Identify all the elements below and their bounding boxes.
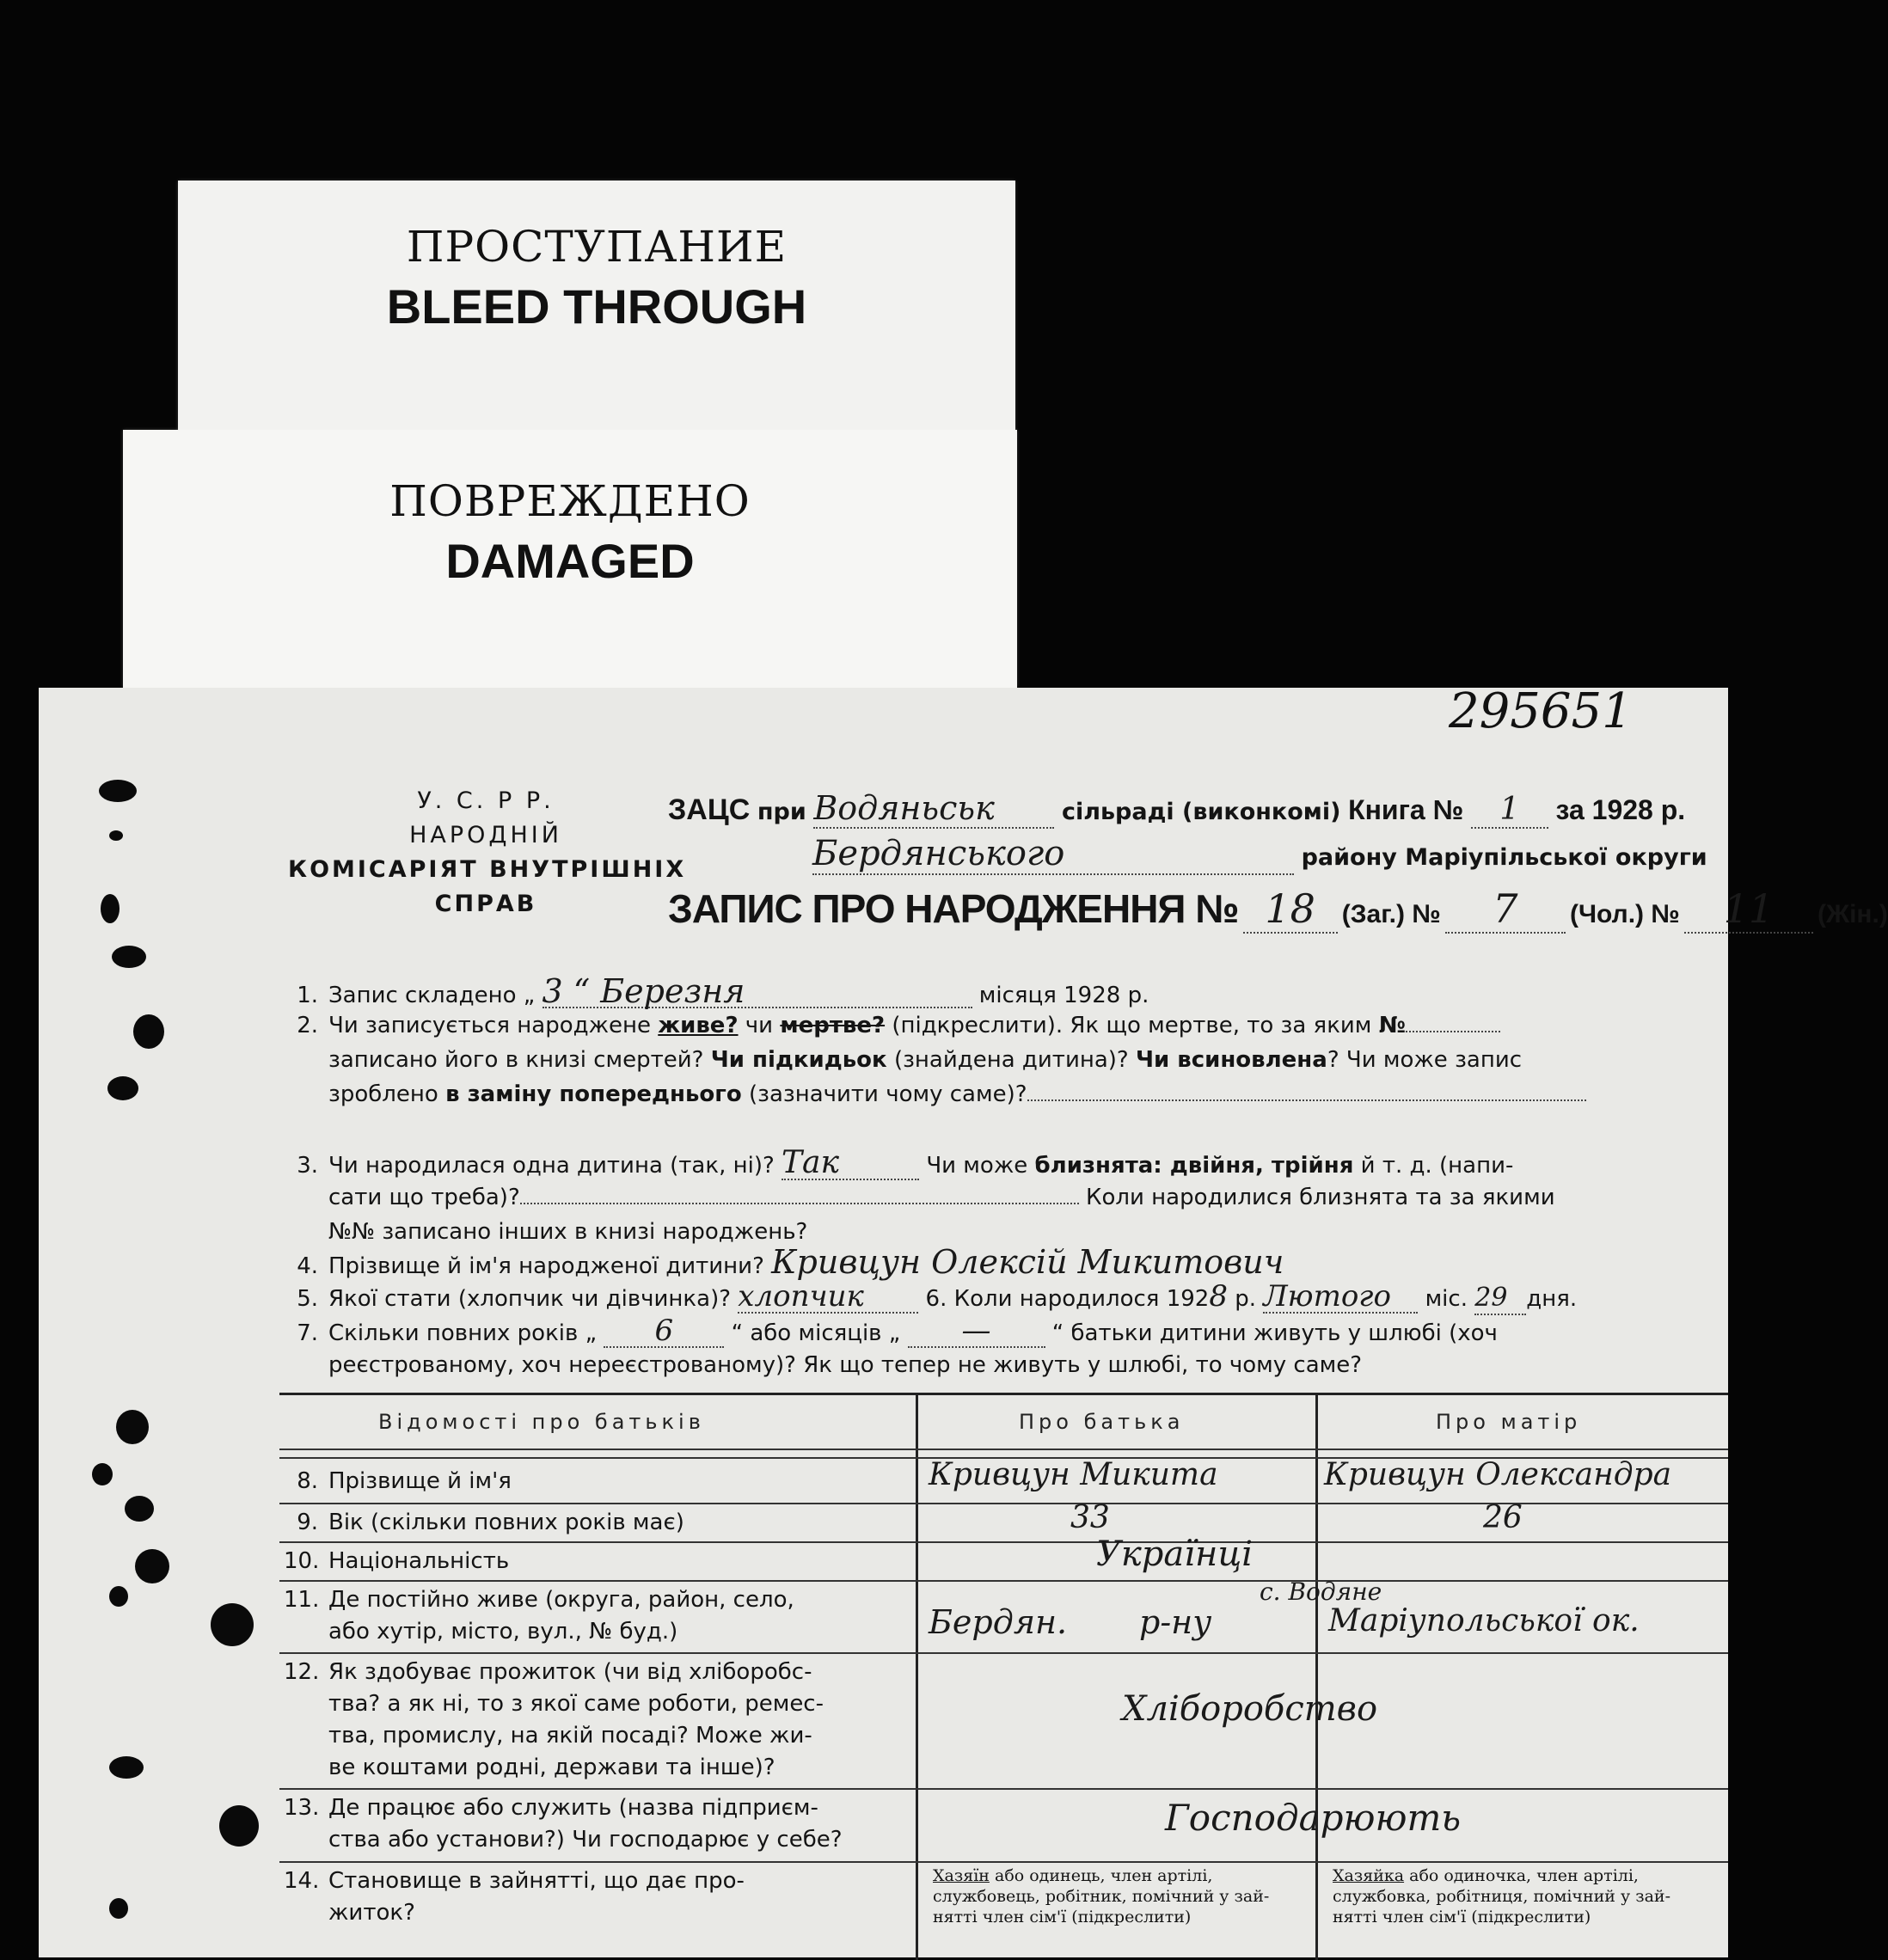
q6-label: 6. Коли народилося 192 bbox=[925, 1286, 1210, 1312]
zhin-label: (Жін.) bbox=[1817, 900, 1888, 928]
pri-label: при bbox=[757, 799, 806, 825]
punch-hole bbox=[133, 1014, 164, 1049]
q2-dead: мертве? bbox=[780, 1013, 886, 1038]
q2-replacement: в заміну попереднього bbox=[445, 1081, 742, 1107]
question-2-line2 bbox=[328, 1044, 1522, 1075]
row-rule bbox=[279, 1541, 1728, 1543]
residence-village-handwritten: с. Водяне bbox=[1260, 1577, 1382, 1606]
damaged-en: DAMAGED bbox=[445, 534, 695, 588]
row-label: Як здобуває прожиток (чи від хліборобс- bbox=[328, 1659, 812, 1685]
zags-prefix: ЗАЦС bbox=[668, 793, 751, 826]
q2-l3-text-b: (зазначити чому саме)? bbox=[741, 1081, 1027, 1107]
mother-status-owner: Хазяйка bbox=[1333, 1866, 1405, 1885]
question-3-line2 bbox=[328, 1182, 1555, 1213]
q2-l2-text-c: ? Чи може запис bbox=[1327, 1047, 1523, 1073]
birth-record-form bbox=[39, 683, 1888, 1957]
district-handwritten: Бердянського bbox=[812, 834, 1294, 875]
damaged-ru: ПОВРЕЖДЕНО bbox=[389, 476, 751, 526]
record-male-handwritten: 7 bbox=[1445, 885, 1566, 934]
kniga-number-handwritten: 1 bbox=[1471, 792, 1548, 829]
father-status-options-3: нятті член сім'ї (підкреслити) bbox=[933, 1908, 1192, 1926]
q3-text-c: й т. д. (напи- bbox=[1353, 1153, 1514, 1179]
archive-stamp-number: 295651 bbox=[1449, 683, 1633, 739]
row-rule bbox=[279, 1580, 1728, 1582]
zag-label: (Заг.) № bbox=[1341, 900, 1441, 928]
workplace-handwritten: Господарюють bbox=[1165, 1797, 1462, 1839]
punch-hole bbox=[112, 946, 146, 968]
father-status-options: або одинець, член артілі, bbox=[989, 1866, 1213, 1885]
q1-label: Запис складено „ bbox=[328, 983, 536, 1008]
district-label: району Маріупільської округи bbox=[1301, 844, 1707, 871]
mother-age-handwritten: 26 bbox=[1483, 1500, 1523, 1535]
row-number: 9. bbox=[297, 1510, 318, 1535]
row-label-continued: ве коштами родні, держави та інше)? bbox=[328, 1755, 775, 1780]
table-top-rule bbox=[279, 1393, 1728, 1395]
q7-text-c: “ батьки дитини живуть у шлюбі (хоч bbox=[1051, 1320, 1498, 1346]
row-label: Національність bbox=[328, 1548, 510, 1574]
issuer-line2: НАРОДНІЙ bbox=[409, 822, 562, 848]
damaged-card bbox=[123, 430, 1017, 688]
table-row bbox=[284, 1792, 818, 1823]
q2-foundling: Чи підкидьок bbox=[710, 1047, 887, 1073]
table-col-divider-2 bbox=[1315, 1393, 1318, 1960]
record-total-handwritten: 18 bbox=[1243, 885, 1338, 934]
punch-hole bbox=[101, 894, 120, 923]
q3-handwritten: Так bbox=[782, 1148, 919, 1180]
q6-month-handwritten: Лютого bbox=[1263, 1281, 1418, 1314]
question-7-line1: 7. Скільки повних років „ 6 “ або місяців „ — “ батьки дитини живуть у шлюбі (хоч bbox=[297, 1314, 1498, 1348]
row-label-continued: ства або установи?) Чи господарює у себе? bbox=[328, 1827, 843, 1853]
punch-hole bbox=[211, 1603, 254, 1646]
q5-sex-handwritten: хлопчик bbox=[738, 1281, 918, 1314]
row-rule bbox=[279, 1652, 1728, 1654]
q3-l3-text: №№ записано інших в книзі народжень? bbox=[328, 1219, 808, 1245]
punch-hole bbox=[109, 1898, 128, 1919]
q3-text-b: Чи може bbox=[926, 1153, 1035, 1179]
header-line-zags bbox=[668, 789, 1685, 829]
q4-label: Прізвище й ім'я народженої дитини? bbox=[328, 1253, 764, 1279]
table-row bbox=[284, 1584, 794, 1615]
punch-hole bbox=[125, 1496, 154, 1522]
q7-months-handwritten: — bbox=[908, 1315, 1045, 1348]
q3-twins: близнята: двійня, трійня bbox=[1034, 1153, 1354, 1179]
kniga-label: Книга № bbox=[1348, 794, 1464, 825]
q2-l2-text-b: (знайдена дитина)? bbox=[886, 1047, 1136, 1073]
row-label-continued: житок? bbox=[328, 1900, 415, 1926]
issuer-block bbox=[288, 784, 687, 922]
row-number: 11. bbox=[284, 1587, 320, 1613]
row-label: Вік (скільки повних років має) bbox=[328, 1510, 684, 1535]
question-1: 1. Запис складено „ 3 “ Березня місяця 1928 р. bbox=[297, 972, 1149, 1010]
occupation-handwritten: Хліборобство bbox=[1122, 1689, 1378, 1729]
question-2-line3 bbox=[328, 1079, 1586, 1110]
question-5-6: 5. Якої стати (хлопчик чи дівчинка)? хлопчик 6. Коли народилося 1928 р. Лютого міс. 29 дня. bbox=[297, 1279, 1578, 1314]
question-3-line1: 3. Чи народилася одна дитина (так, ні)? Так Чи може близнята: двійня, трійня й т. д. (напи- bbox=[297, 1145, 1514, 1180]
issuer-line3: КОМІСАРІЯТ ВНУТРІШНІХ bbox=[288, 856, 687, 883]
year-label: за 1928 р. bbox=[1555, 794, 1686, 825]
nationality-handwritten: Українці bbox=[1096, 1534, 1254, 1574]
punch-hole bbox=[109, 1586, 128, 1607]
col-header-mother: Про матір bbox=[1436, 1410, 1582, 1434]
table-row bbox=[284, 1466, 512, 1497]
bleed-through-en: BLEED THROUGH bbox=[386, 279, 807, 334]
table-row bbox=[284, 1546, 509, 1577]
q5-label: Якої стати (хлопчик чи дівчинка)? bbox=[328, 1286, 732, 1312]
q2-alive: живе? bbox=[658, 1013, 739, 1038]
row-rule bbox=[279, 1788, 1728, 1790]
q2-adopted: Чи всиновлена bbox=[1135, 1047, 1327, 1073]
punch-hole bbox=[99, 780, 137, 802]
row-label: Становище в зайнятті, що дає про- bbox=[328, 1868, 745, 1894]
punch-hole bbox=[116, 1410, 149, 1444]
record-female-handwritten: 11 bbox=[1684, 885, 1813, 934]
q7-text: Скільки повних років „ bbox=[328, 1320, 598, 1346]
row-number: 13. bbox=[284, 1795, 320, 1821]
residence-okrug-handwritten: Маріупольської ок. bbox=[1328, 1603, 1640, 1638]
question-2-line1: 2. Чи записується народжене живе? чи мертве? (підкреслити). Як що мертве, то за яким № bbox=[284, 1010, 1500, 1041]
father-status-owner: Хазяїн bbox=[933, 1866, 990, 1885]
residence-district-handwritten: Бердян. bbox=[929, 1603, 1068, 1641]
q2-l2-text: записано його в книзі смертей? bbox=[328, 1047, 711, 1073]
q2-text-b: (підкреслити). Як що мертве, то за яким bbox=[885, 1013, 1379, 1038]
table-row bbox=[284, 1865, 745, 1896]
row-label: Прізвище й ім'я bbox=[328, 1468, 512, 1494]
q6-year-suffix: р. bbox=[1235, 1286, 1257, 1312]
q2-l3-text: зроблено bbox=[328, 1081, 446, 1107]
record-title-line bbox=[668, 885, 1888, 934]
col-header-info: Відомості про батьків bbox=[378, 1410, 705, 1434]
q7-years-handwritten: 6 bbox=[604, 1315, 724, 1348]
q1-month-label: місяця 1928 р. bbox=[978, 983, 1149, 1008]
bleed-through-card bbox=[178, 181, 1015, 438]
question-4: 4. Прізвище й ім'я народженої дитини? Кривцун Олексій Микитович bbox=[297, 1243, 1284, 1281]
mother-name-handwritten: Кривцун Олександра bbox=[1324, 1457, 1672, 1492]
col-header-father: Про батька bbox=[1019, 1410, 1185, 1434]
row-number: 10. bbox=[284, 1548, 320, 1574]
residence-district-suffix-handwritten: р-ну bbox=[1139, 1603, 1212, 1641]
row-label-continued: або хутір, місто, вул., № буд.) bbox=[328, 1619, 678, 1645]
father-status-options-2: службовець, робітник, помічний у зай- bbox=[933, 1887, 1270, 1906]
punch-hole bbox=[109, 1756, 144, 1779]
punch-hole bbox=[109, 830, 123, 841]
father-age-handwritten: 33 bbox=[1070, 1500, 1110, 1535]
question-3-line3 bbox=[328, 1216, 807, 1247]
village-handwritten: Водяньськ bbox=[813, 789, 1054, 829]
q3-text: Чи народилася одна дитина (так, ні)? bbox=[328, 1153, 775, 1179]
q6-year-handwritten: 8 bbox=[1209, 1279, 1228, 1314]
row-label: Де працює або служить (назва підприєм- bbox=[328, 1795, 818, 1821]
row-label-continued: тва? а як ні, то з якої саме роботи, ремес- bbox=[328, 1691, 824, 1717]
q2-text: Чи записується народжене bbox=[328, 1013, 659, 1038]
issuer-line4: СПРАВ bbox=[434, 891, 537, 917]
mother-employment-status bbox=[1333, 1865, 1719, 1927]
mother-status-options: або одиночка, член артілі, bbox=[1404, 1866, 1639, 1885]
row-number: 8. bbox=[297, 1468, 318, 1494]
q2-no: № bbox=[1378, 1013, 1406, 1038]
record-title: ЗАПИС ПРО НАРОДЖЕННЯ № bbox=[668, 886, 1239, 931]
q7-text-b: “ або місяців „ bbox=[731, 1320, 901, 1346]
silradi-label: сільраді (виконкомі) bbox=[1061, 799, 1341, 825]
row-label: Де постійно живе (округа, район, село, bbox=[328, 1587, 794, 1613]
bleed-through-ru: ПРОСТУПАНИЕ bbox=[406, 222, 788, 272]
chol-label: (Чол.) № bbox=[1569, 900, 1680, 928]
father-name-handwritten: Кривцун Микита bbox=[929, 1457, 1218, 1492]
mother-status-options-2: службовка, робітниця, помічний у зай- bbox=[1333, 1887, 1671, 1906]
mother-status-options-3: нятті член сім'ї (підкреслити) bbox=[1333, 1908, 1591, 1926]
punch-hole bbox=[219, 1805, 259, 1847]
table-head-rule bbox=[279, 1449, 1728, 1450]
q6-day-label: дня. bbox=[1526, 1286, 1578, 1312]
punch-hole bbox=[92, 1463, 113, 1485]
issuer-ussr: У. С. Р Р. bbox=[417, 787, 555, 814]
q6-day-handwritten: 29 bbox=[1474, 1283, 1526, 1315]
question-7-line2 bbox=[328, 1350, 1362, 1381]
q4-child-name-handwritten: Кривцун Олексій Микитович bbox=[771, 1243, 1284, 1281]
table-col-divider-1 bbox=[916, 1393, 918, 1960]
row-number: 12. bbox=[284, 1659, 320, 1685]
row-rule bbox=[279, 1861, 1728, 1863]
punch-hole bbox=[107, 1076, 138, 1100]
punch-hole bbox=[135, 1549, 169, 1583]
q3-l2-text-b: Коли народилися близнята та за якими bbox=[1086, 1185, 1555, 1210]
row-label-continued: тва, промислу, на якій посаді? Може жи- bbox=[328, 1723, 812, 1749]
table-row bbox=[284, 1657, 812, 1687]
q3-l2-text: сати що треба)? bbox=[328, 1185, 520, 1210]
q2-or: чи bbox=[738, 1013, 781, 1038]
q1-date-handwritten: 3 “ Березня bbox=[542, 976, 972, 1008]
q6-month-label: міс. bbox=[1425, 1286, 1468, 1312]
row-number: 14. bbox=[284, 1868, 320, 1894]
q7-l2-text: реєстрованому, хоч нереєстрованому)? Як що тепер не живуть у шлюбі, то чому саме? bbox=[328, 1352, 1363, 1378]
table-row bbox=[284, 1507, 684, 1538]
father-employment-status bbox=[933, 1865, 1311, 1927]
header-line-district bbox=[812, 834, 1707, 875]
